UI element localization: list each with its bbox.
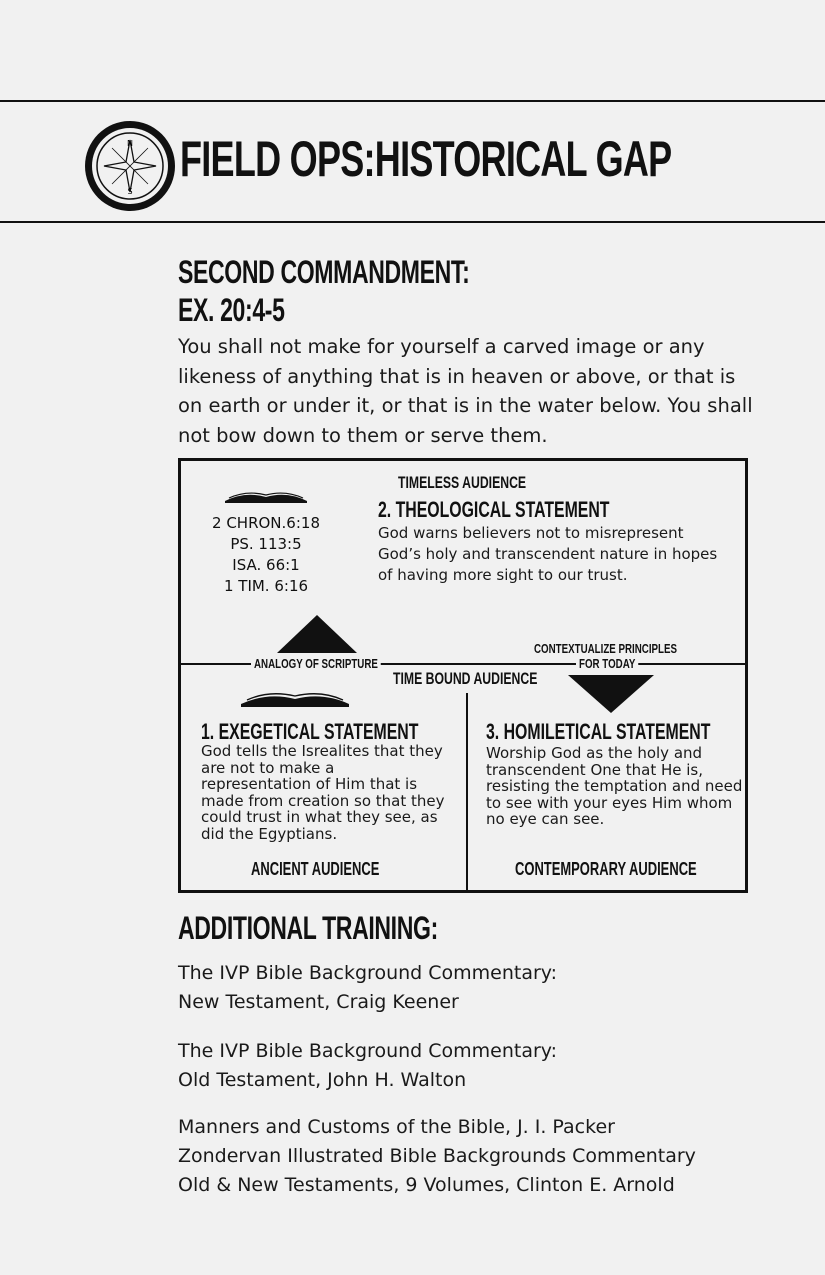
- training-entry-line: Old & New Testaments, 9 Volumes, Clinton E. Arnold: [178, 1174, 675, 1196]
- contextualize-label-line1: CONTEXTUALIZE PRINCIPLES: [534, 641, 678, 656]
- time-bound-audience-label: TIME BOUND AUDIENCE: [393, 669, 538, 688]
- training-title: ADDITIONAL TRAINING:: [178, 910, 438, 946]
- training-entry: [178, 1113, 758, 1200]
- training-entry-line: The IVP Bible Background Commentary:: [178, 962, 558, 984]
- ref-item: 1 TIM. 6:16: [223, 577, 309, 595]
- homiletical-text: Worship God as the holy and transcendent One that He is, resisting the temptation and need to see with your eyes Him whom no eye can see.: [486, 744, 743, 828]
- hermeneutic-diagram: [178, 458, 748, 893]
- commandment-title-line2: EX. 20:4-5: [178, 292, 285, 328]
- ancient-audience-label: ANCIENT AUDIENCE: [251, 859, 380, 879]
- svg-text:N: N: [127, 139, 133, 148]
- contextualize-label-line2: FOR TODAY: [576, 656, 638, 671]
- down-arrow-triangle: [568, 675, 654, 715]
- timeless-audience-label: TIMELESS AUDIENCE: [398, 473, 527, 492]
- training-entry: [178, 1037, 758, 1095]
- ref-item: 2 CHRON.6:18: [212, 514, 320, 532]
- page-title: FIELD OPS:HISTORICAL GAP: [180, 131, 672, 187]
- analogy-of-scripture-label: ANALOGY OF SCRIPTURE: [251, 656, 381, 671]
- top-rule: [0, 100, 825, 102]
- svg-text:S: S: [127, 187, 133, 196]
- diagram-vertical-divider: [466, 693, 468, 893]
- up-arrow-triangle: [277, 615, 357, 655]
- theological-title: 2. THEOLOGICAL STATEMENT: [378, 497, 610, 522]
- contemporary-audience-label: CONTEMPORARY AUDIENCE: [515, 859, 697, 879]
- training-entry-line: The IVP Bible Background Commentary:: [178, 1040, 558, 1062]
- training-entry-line: Old Testament, John H. Walton: [178, 1069, 467, 1091]
- training-entry-line: Zondervan Illustrated Bible Backgrounds Commentary: [178, 1145, 696, 1167]
- theological-text: God warns believers not to misrepresent God’s holy and transcendent nature in hopes of having more sight to our trust.: [378, 524, 718, 584]
- commandment-text: You shall not make for yourself a carved image or any likeness of anything that is in heaven or above, or that is on earth or under it, or that is in the water below. You shall not bow down to them or serve them.: [178, 335, 753, 447]
- header-bottom-rule: [0, 221, 825, 223]
- open-book-icon: [239, 687, 351, 709]
- homiletical-title: 3. HOMILETICAL STATEMENT: [486, 719, 711, 744]
- commandment-title-line1: SECOND COMMANDMENT:: [178, 254, 470, 290]
- exegetical-text: God tells the Isrealites that they are not to make a representation of Him that is made from creation so that they could trust in what they see, as did the Egyptians.: [201, 742, 445, 843]
- ref-item: PS. 113:5: [230, 535, 302, 553]
- exegetical-title: 1. EXEGETICAL STATEMENT: [201, 719, 419, 744]
- ref-item: ISA. 66:1: [232, 556, 300, 574]
- scripture-references: [211, 513, 321, 597]
- training-entry-line: Manners and Customs of the Bible, J. I. Packer: [178, 1116, 615, 1138]
- training-entry-line: New Testament, Craig Keener: [178, 991, 459, 1013]
- open-book-icon: [223, 487, 309, 505]
- training-entry: [178, 959, 758, 1017]
- compass-icon: [82, 118, 178, 214]
